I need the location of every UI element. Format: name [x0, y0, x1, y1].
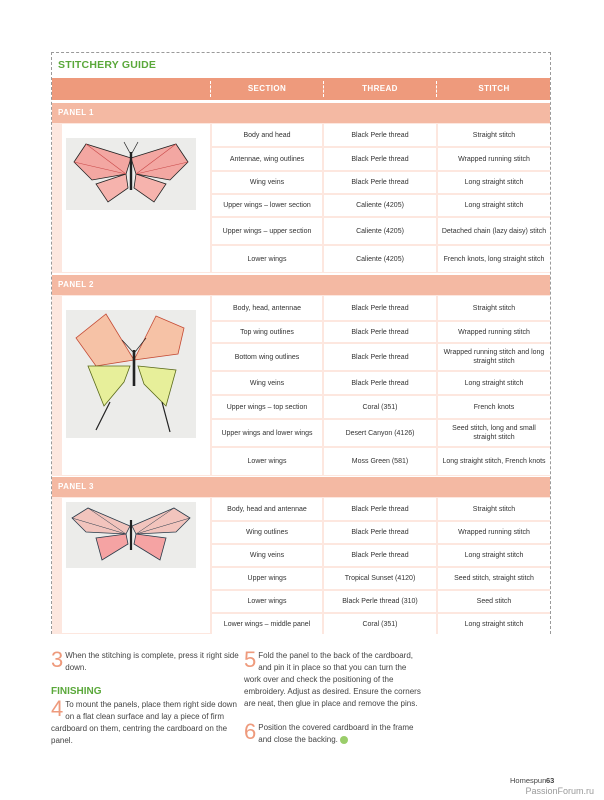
table-cell: Wrapped running stitch	[438, 522, 550, 543]
table-cell: Seed stitch	[438, 591, 550, 612]
panel-3-band	[52, 477, 550, 497]
table-cell: Bottom wing outlines	[212, 344, 322, 370]
col-thread-header: THREAD	[362, 84, 398, 93]
table-cell: Lower wings	[212, 591, 322, 612]
table-cell: Black Perle thread	[324, 344, 436, 370]
butterfly-2-icon	[66, 310, 196, 438]
table-cell: Caliente (4205)	[324, 195, 436, 216]
table-cell: Body, head and antennae	[212, 498, 322, 520]
table-cell: Wrapped running stitch	[438, 148, 550, 170]
table-cell: Straight stitch	[438, 296, 550, 320]
butterfly-1-icon	[66, 138, 196, 210]
table-cell: Upper wings – lower section	[212, 195, 322, 216]
panel-3-label: PANEL 3	[58, 482, 94, 491]
table-cell: Seed stitch, straight stitch	[438, 568, 550, 589]
panel-2-band	[52, 275, 550, 295]
table-cell: Wrapped running stitch and long straight stitch	[438, 344, 550, 370]
table-cell: Moss Green (581)	[324, 448, 436, 475]
panel-1-band	[52, 103, 550, 123]
table-cell: Straight stitch	[438, 124, 550, 146]
table-cell: Black Perle thread	[324, 322, 436, 342]
table-cell: Straight stitch	[438, 498, 550, 520]
table-cell: Body and head	[212, 124, 322, 146]
step-3-text: When the stitching is complete, press it right side down.	[65, 651, 239, 672]
step-4-number: 4	[51, 696, 64, 721]
panel-2-label: PANEL 2	[58, 280, 94, 289]
table-cell: Top wing outlines	[212, 322, 322, 342]
table-header	[52, 78, 550, 100]
table-cell: Long straight stitch, French knots	[438, 448, 550, 475]
table-cell: Antennae, wing outlines	[212, 148, 322, 170]
table-cell: Wing veins	[212, 172, 322, 193]
guide-title: STITCHERY GUIDE	[58, 59, 157, 71]
watermark: PassionForum.ru	[525, 786, 594, 796]
table-cell: Wing veins	[212, 545, 322, 566]
table-cell: Black Perle thread (310)	[324, 591, 436, 612]
footer-magazine: Homespun	[510, 776, 547, 785]
table-cell: Long straight stitch	[438, 545, 550, 566]
table-cell: French knots, long straight stitch	[438, 246, 550, 272]
end-mark-icon	[340, 736, 348, 744]
table-cell: French knots	[438, 396, 550, 418]
step-6-text: Position the covered cardboard in the frame and close the backing.	[258, 723, 414, 744]
table-cell: Black Perle thread	[324, 172, 436, 193]
table-cell: Black Perle thread	[324, 545, 436, 566]
step-3-number: 3	[51, 647, 64, 672]
panel-3-image-cell	[62, 498, 210, 633]
col-stitch-header: STITCH	[478, 84, 510, 93]
step-6-number: 6	[244, 719, 257, 744]
panel-2-image-cell	[62, 296, 210, 475]
panel-1-label: PANEL 1	[58, 108, 94, 117]
table-cell: Black Perle thread	[324, 124, 436, 146]
table-cell: Long straight stitch	[438, 172, 550, 193]
table-cell: Upper wings – upper section	[212, 218, 322, 244]
finishing-heading: FINISHING	[51, 686, 102, 697]
table-cell: Wing veins	[212, 372, 322, 394]
col-section-header: SECTION	[247, 84, 287, 93]
table-cell: Detached chain (lazy daisy) stitch	[438, 218, 550, 244]
table-cell: Black Perle thread	[324, 372, 436, 394]
table-cell: Body, head, antennae	[212, 296, 322, 320]
footer-page-number: 63	[546, 776, 555, 785]
step-4-text: To mount the panels, place them right side down on a flat clean surface and lay a piece of firm cardboard on them, centring the cardboard on the panel.	[51, 700, 237, 745]
table-cell: Caliente (4205)	[324, 246, 436, 272]
table-cell: Coral (351)	[324, 614, 436, 634]
table-cell: Upper wings	[212, 568, 322, 589]
step-5-number: 5	[244, 647, 257, 672]
table-cell: Long straight stitch	[438, 614, 550, 634]
table-cell: Upper wings – top section	[212, 396, 322, 418]
table-cell: Wing outlines	[212, 522, 322, 543]
table-cell: Caliente (4205)	[324, 218, 436, 244]
table-cell: Desert Canyon (4126)	[324, 420, 436, 446]
table-cell: Upper wings and lower wings	[212, 420, 322, 446]
table-cell: Wrapped running stitch	[438, 322, 550, 342]
table-cell: Long straight stitch	[438, 195, 550, 216]
table-cell: Lower wings – middle panel	[212, 614, 322, 634]
table-cell: Coral (351)	[324, 396, 436, 418]
step-5	[244, 647, 424, 710]
table-cell: Lower wings	[212, 448, 322, 475]
table-cell: Lower wings	[212, 246, 322, 272]
panel-1-photo	[66, 138, 196, 210]
panel-1-image-cell	[62, 124, 210, 272]
step-5-text: Fold the panel to the back of the cardboard, and pin it in place so that you can turn the work over and check the positioning of the embroidery. Adjust as desired. Ensure the corners are neat, then glue in place and remove the pins.	[244, 651, 421, 708]
step-3	[51, 647, 241, 674]
panel-3-photo	[66, 502, 196, 568]
table-cell: Long straight stitch	[438, 372, 550, 394]
table-cell: Tropical Sunset (4120)	[324, 568, 436, 589]
table-cell: Black Perle thread	[324, 498, 436, 520]
step-6	[244, 719, 424, 746]
step-4	[51, 696, 241, 747]
table-cell: Black Perle thread	[324, 296, 436, 320]
table-cell: Black Perle thread	[324, 148, 436, 170]
table-cell: Black Perle thread	[324, 522, 436, 543]
butterfly-3-icon	[66, 502, 196, 568]
panel-2-photo	[66, 310, 196, 438]
table-cell: Seed stitch, long and small straight stitch	[438, 420, 550, 446]
